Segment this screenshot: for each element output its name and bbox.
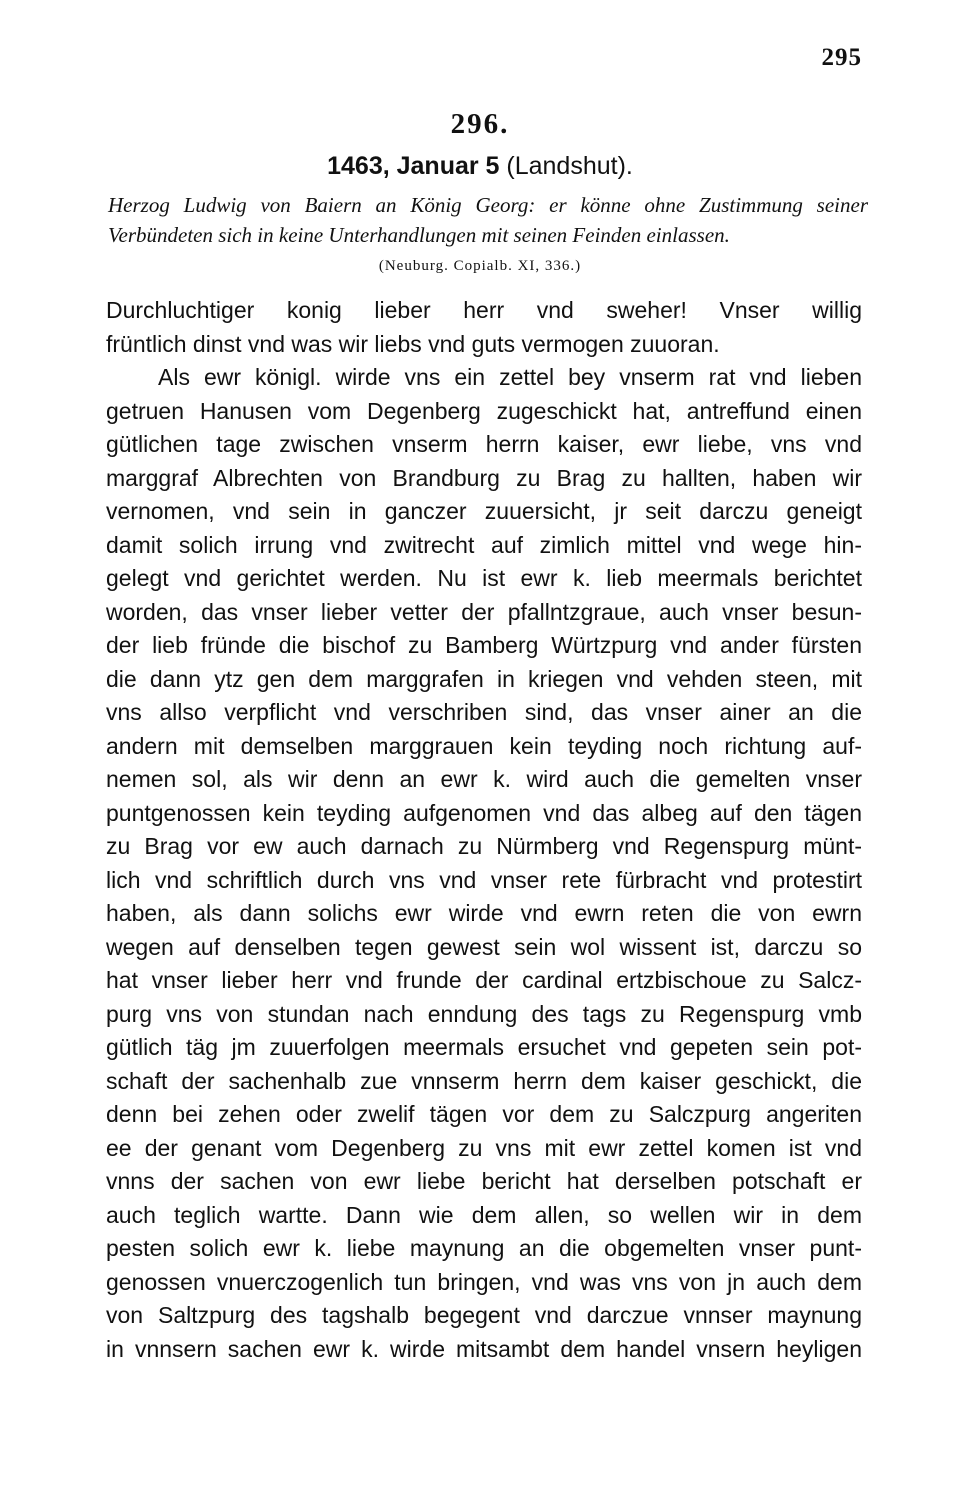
body-line: marggraf Albrechten von Brandburg zu Brag zu hallten, haben wir: [106, 464, 862, 491]
body-line: worden, das vnser lieber vetter der pfallntzgraue, auch vnser besun-: [106, 598, 862, 625]
body-line: gütlich täg jm zuuerfolgen meermals ersuchet vnd gepeten sein pot-: [106, 1034, 862, 1060]
body-line: haben, als dann solichs ewr wirde vnd ewrn reten die von ewrn: [106, 900, 862, 926]
body-line: in vnnsern sachen ewr k. wirde mitsambt dem handel vnsern heyligen: [106, 1335, 862, 1362]
body-line: gütlichen tage zwischen vnserm herrn kaiser, ewr liebe, vns vnd: [106, 431, 862, 457]
body-line: Durchluchtiger konig lieber herr vnd sweher! Vnser willig: [106, 297, 862, 323]
dateline-place: (Landshut).: [499, 152, 633, 180]
body-line: damit solich irrung vnd zwitrecht auf zimlich mittel vnd wege hin-: [106, 531, 862, 558]
body-line: getruen Hanusen vom Degenberg zugeschickt hat, antreffund einen: [106, 397, 862, 424]
body-line: puntgenossen kein teyding aufgenomen vnd das albeg auf den tägen: [106, 799, 862, 826]
body-line: wegen auf denselben tegen gewest sein wol wissent ist, darczu so: [106, 933, 862, 960]
body-line: hat vnser lieber herr vnd frunde der cardinal ertzbischoue zu Salcz-: [106, 967, 862, 993]
source-citation: (Neuburg. Copialb. XI, 336.): [378, 258, 582, 274]
dateline-date: 1463, Januar 5: [327, 152, 500, 180]
body-line: der lieb fründe die bischof zu Bamberg Würtzpurg vnd ander fürsten: [106, 632, 862, 658]
regest-summary: Herzog Ludwig von Baiern an König Georg: er könne ohne Zustimmung seiner Verbündeten sich in keine Unterhandlungen mit seinen Feinden einlassen.: [108, 193, 868, 247]
letter-body: [106, 294, 862, 1366]
body-line: lich vnd schriftlich durch vns vnd vnser rete fürbracht vnd protestirt: [106, 866, 862, 893]
body-line: auch teglich wartte. Dann wie dem allen, so wellen wir in dem: [106, 1201, 862, 1228]
body-line: genossen vnuerczogenlich tun bringen, vnd was vns von jn auch dem: [106, 1268, 862, 1295]
body-line: pesten solich ewr k. liebe maynung an die obgemelten vnser punt-: [106, 1235, 862, 1261]
body-line: Als ewr königl. wirde vns ein zettel bey vnserm rat vnd lieben: [158, 364, 862, 390]
body-line: purg vns von stundan nach enndung des tags zu Regenspurg vmb: [106, 1000, 862, 1027]
body-line: schaft der sachenhalb zue vnnserm herrn dem kaiser geschickt, die: [106, 1067, 862, 1094]
body-line: ee der genant vom Degenberg zu vns mit ewr zettel komen ist vnd: [106, 1134, 862, 1161]
body-line: andern mit demselben marggrauen kein teyding noch richtung auf-: [106, 732, 862, 759]
body-line: vnns der sachen von ewr liebe bericht hat derselben potschaft er: [106, 1168, 862, 1194]
page-number: 295: [821, 44, 862, 71]
body-line: von Saltzpurg des tagshalb begegent vnd darczue vnnser maynung: [106, 1302, 862, 1328]
body-line: gelegt vnd gerichtet werden. Nu ist ewr k. lieb meermals berichtet: [106, 565, 862, 591]
body-line: denn bei zehen oder zwelif tägen vor dem zu Salczpurg angeriten: [106, 1101, 862, 1127]
body-line: nemen sol, als wir denn an ewr k. wird auch die gemelten vnser: [106, 766, 862, 792]
dateline: [0, 152, 960, 181]
body-line: vernomen, vnd sein in ganczer zuuersicht, jr seit darczu geneigt: [106, 498, 862, 524]
body-line: zu Brag vor ew auch darnach zu Nürmberg vnd Regenspurg münt-: [106, 833, 862, 859]
body-line: früntlich dinst vnd was wir liebs vnd guts vermogen zuuoran.: [106, 330, 720, 357]
body-line: vns allso verpflicht vnd verschriben sind, das vnser ainer an die: [106, 699, 862, 725]
document-number: 296.: [450, 108, 510, 140]
body-line: die dann ytz gen dem marggrafen in kriegen vnd vehden steen, mit: [106, 665, 862, 692]
